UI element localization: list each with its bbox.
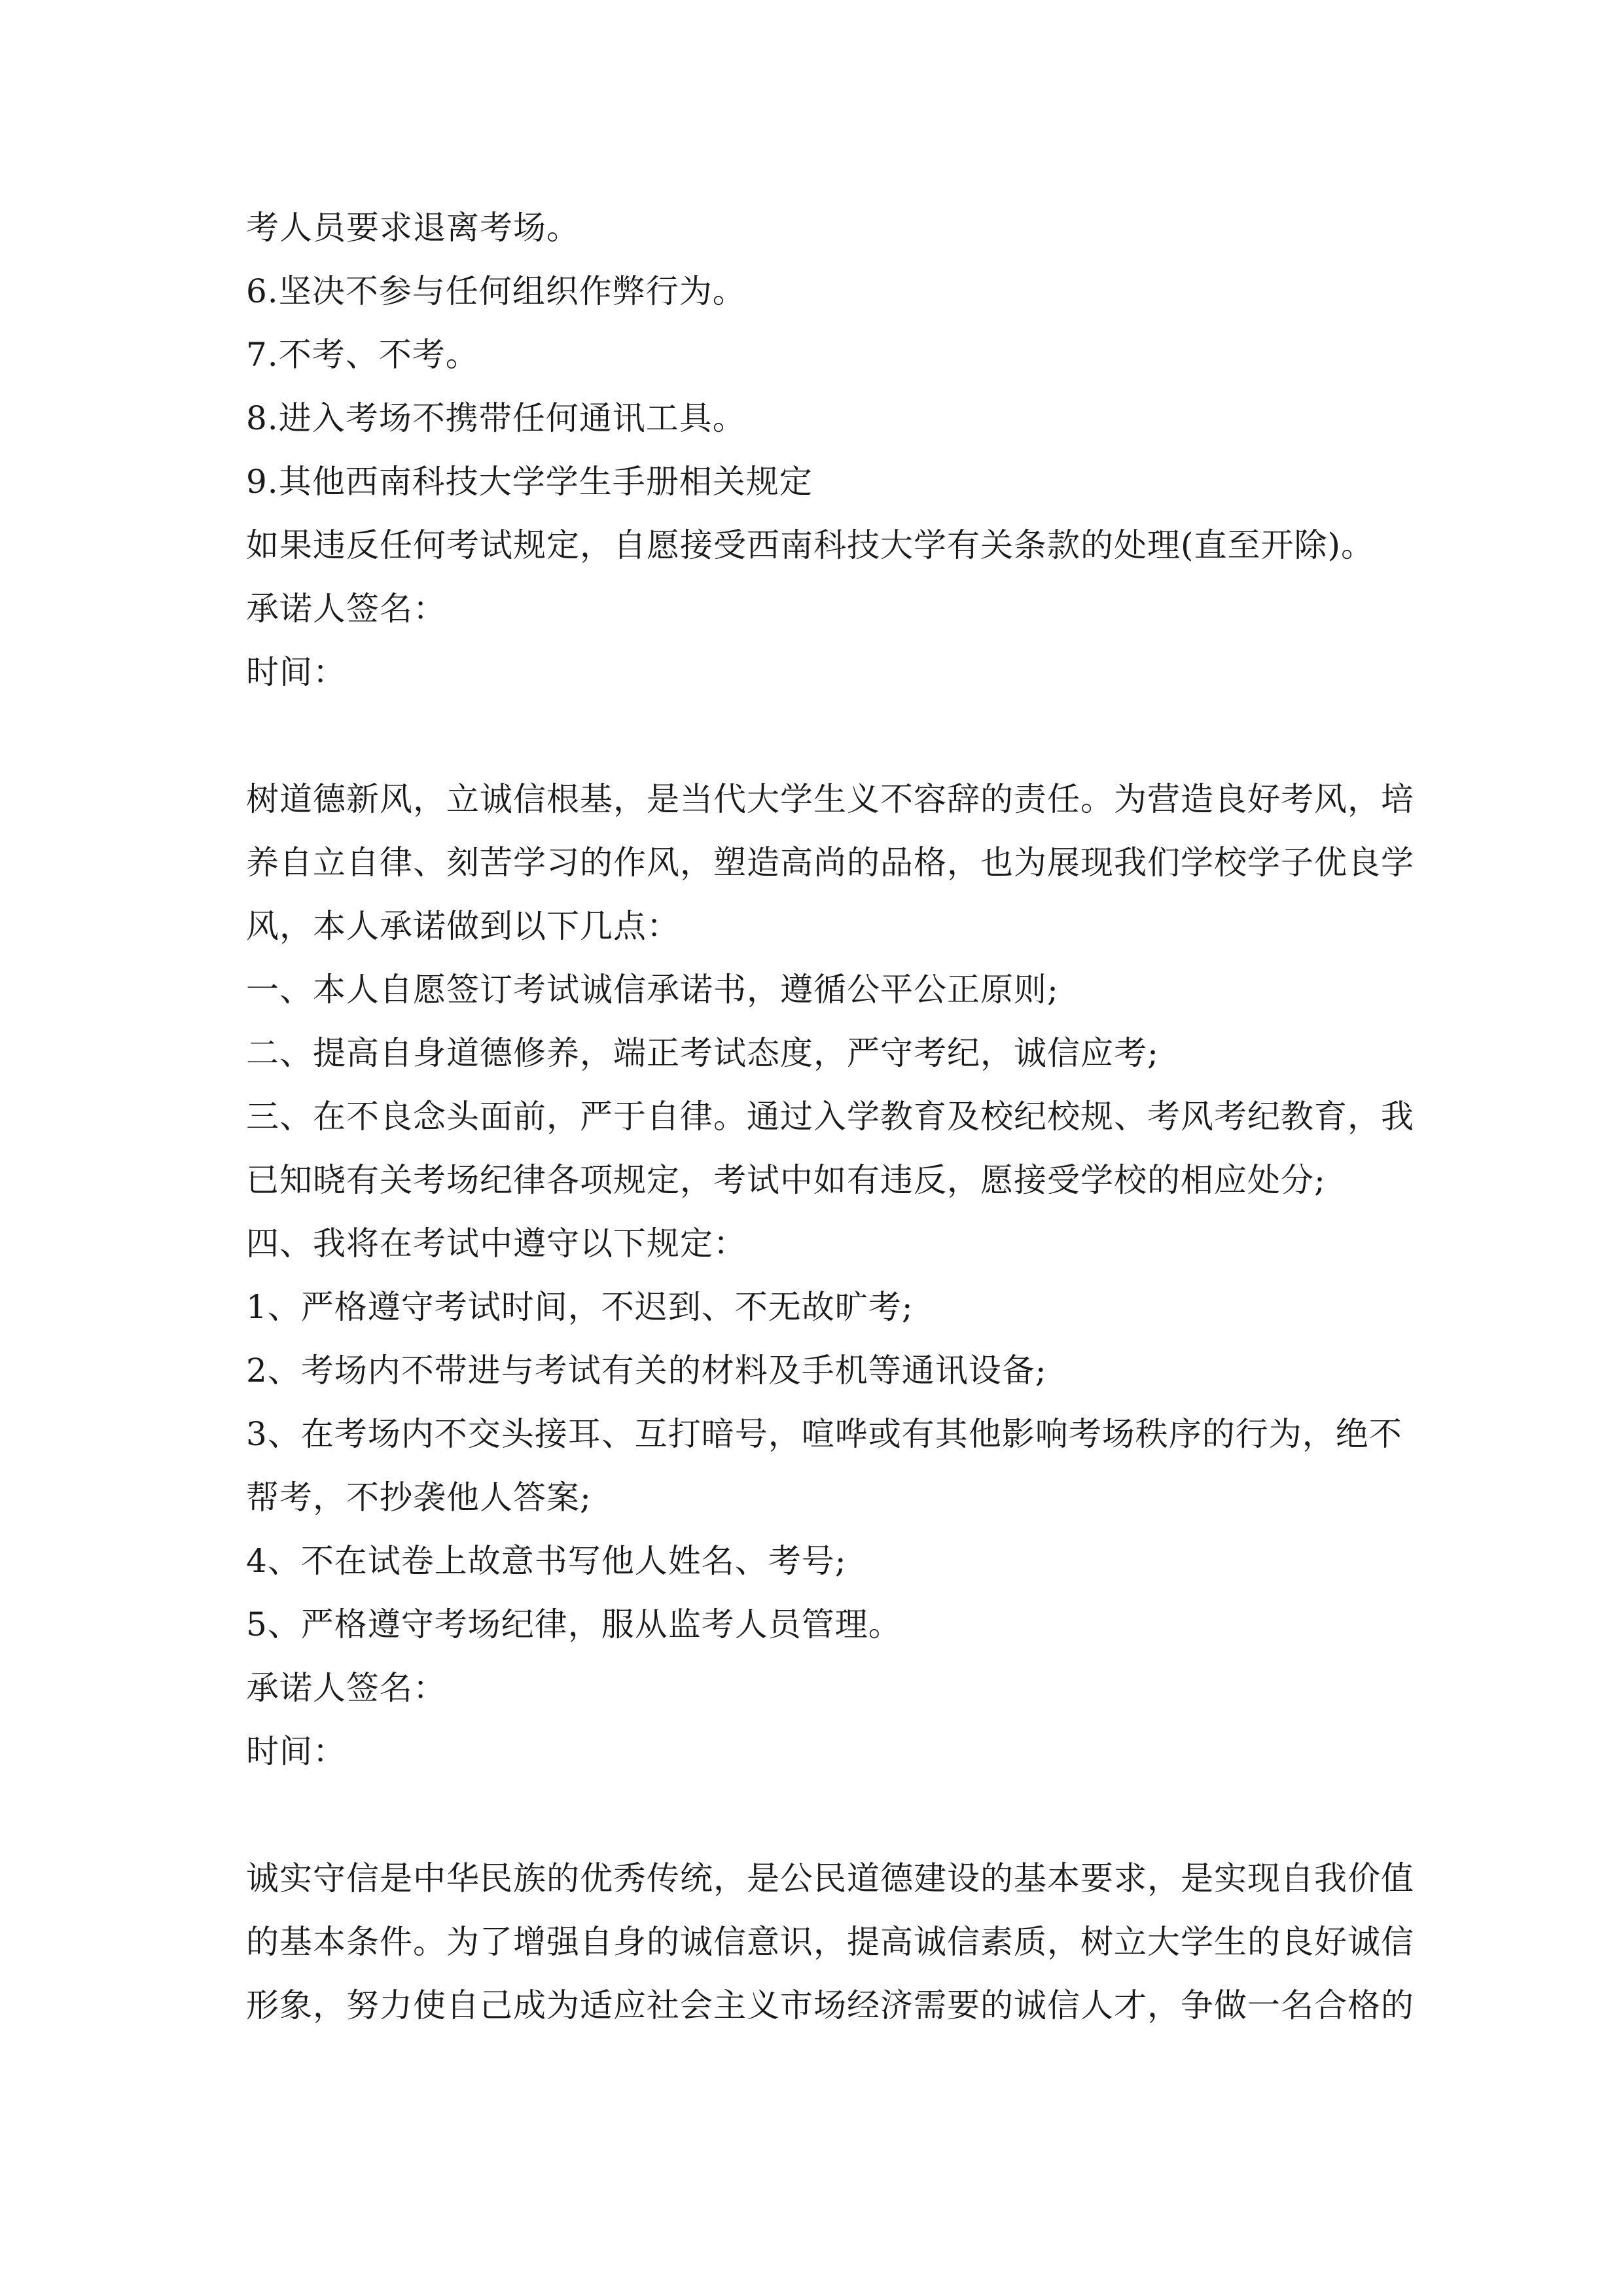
rule-item-1: 1、严格遵守考试时间，不迟到、不无故旷考; — [246, 1288, 914, 1326]
section-spacer — [246, 1784, 1385, 1847]
pledge-section-1 — [246, 196, 1385, 704]
pledge-point-3: 三、在不良念头面前，严于自律。通过入学教育及校纪校规、考风考纪教育，我 — [246, 1098, 1414, 1136]
rule-item-6: 6.坚决不参与任何组织作弊行为。 — [246, 272, 746, 310]
rule-item-2: 2、考场内不带进与考试有关的材料及手机等通讯设备; — [246, 1352, 1047, 1390]
section-spacer — [246, 704, 1385, 768]
text-line: 形象，努力使自己成为适应社会主义市场经济需要的诚信人才，争做一名合格的 — [246, 1986, 1414, 2024]
text-line: 帮考，不抄袭他人答案; — [246, 1479, 592, 1516]
date-label: 时间： — [246, 653, 346, 691]
pledge-point-4: 四、我将在考试中遵守以下规定： — [246, 1225, 747, 1263]
rule-item-9: 9.其他西南科技大学学生手册相关规定 — [246, 463, 813, 501]
rule-item-4: 4、不在试卷上故意书写他人姓名、考号; — [246, 1542, 847, 1580]
text-line: 养自立自律、刻苦学习的作风，塑造高尚的品格，也为展现我们学校学子优良学 — [246, 844, 1414, 882]
rule-item-8: 8.进入考场不携带任何通讯工具。 — [246, 399, 746, 437]
text-line: 诚实守信是中华民族的优秀传统，是公民道德建设的基本要求，是实现自我价值 — [246, 1859, 1414, 1897]
pledge-point-2: 二、提高自身道德修养，端正考试态度，严守考纪，诚信应考; — [246, 1034, 1159, 1072]
signature-label: 承诺人签名： — [246, 1669, 446, 1707]
text-line: 已知晓有关考场纪律各项规定，考试中如有违反，愿接受学校的相应处分; — [246, 1161, 1326, 1199]
rule-item-7: 7.不考、不考。 — [246, 336, 479, 374]
rule-item-5: 5、严格遵守考场纪律，服从监考人员管理。 — [246, 1605, 902, 1643]
rule-item-3: 3、在考场内不交头接耳、互打暗号，喧哗或有其他影响考场秩序的行为，绝不 — [246, 1415, 1402, 1453]
date-label: 时间： — [246, 1732, 346, 1770]
pledge-point-1: 一、本人自愿签订考试诚信承诺书，遵循公平公正原则; — [246, 971, 1059, 1009]
document-body — [246, 196, 1414, 2037]
text-line: 考人员要求退离考场。 — [246, 209, 580, 247]
pledge-section-3 — [246, 1847, 1414, 2037]
text-line: 风，本人承诺做到以下几点： — [246, 907, 680, 945]
signature-label: 承诺人签名： — [246, 590, 446, 628]
text-line: 的基本条件。为了增强自身的诚信意识，提高诚信素质，树立大学生的良好诚信 — [246, 1923, 1414, 1961]
text-line: 树道德新风，立诚信根基，是当代大学生义不容辞的责任。为营造良好考风，培 — [246, 780, 1414, 818]
violation-clause: 如果违反任何考试规定，自愿接受西南科技大学有关条款的处理(直至开除)。 — [246, 526, 1375, 564]
pledge-section-2 — [246, 768, 1414, 1784]
